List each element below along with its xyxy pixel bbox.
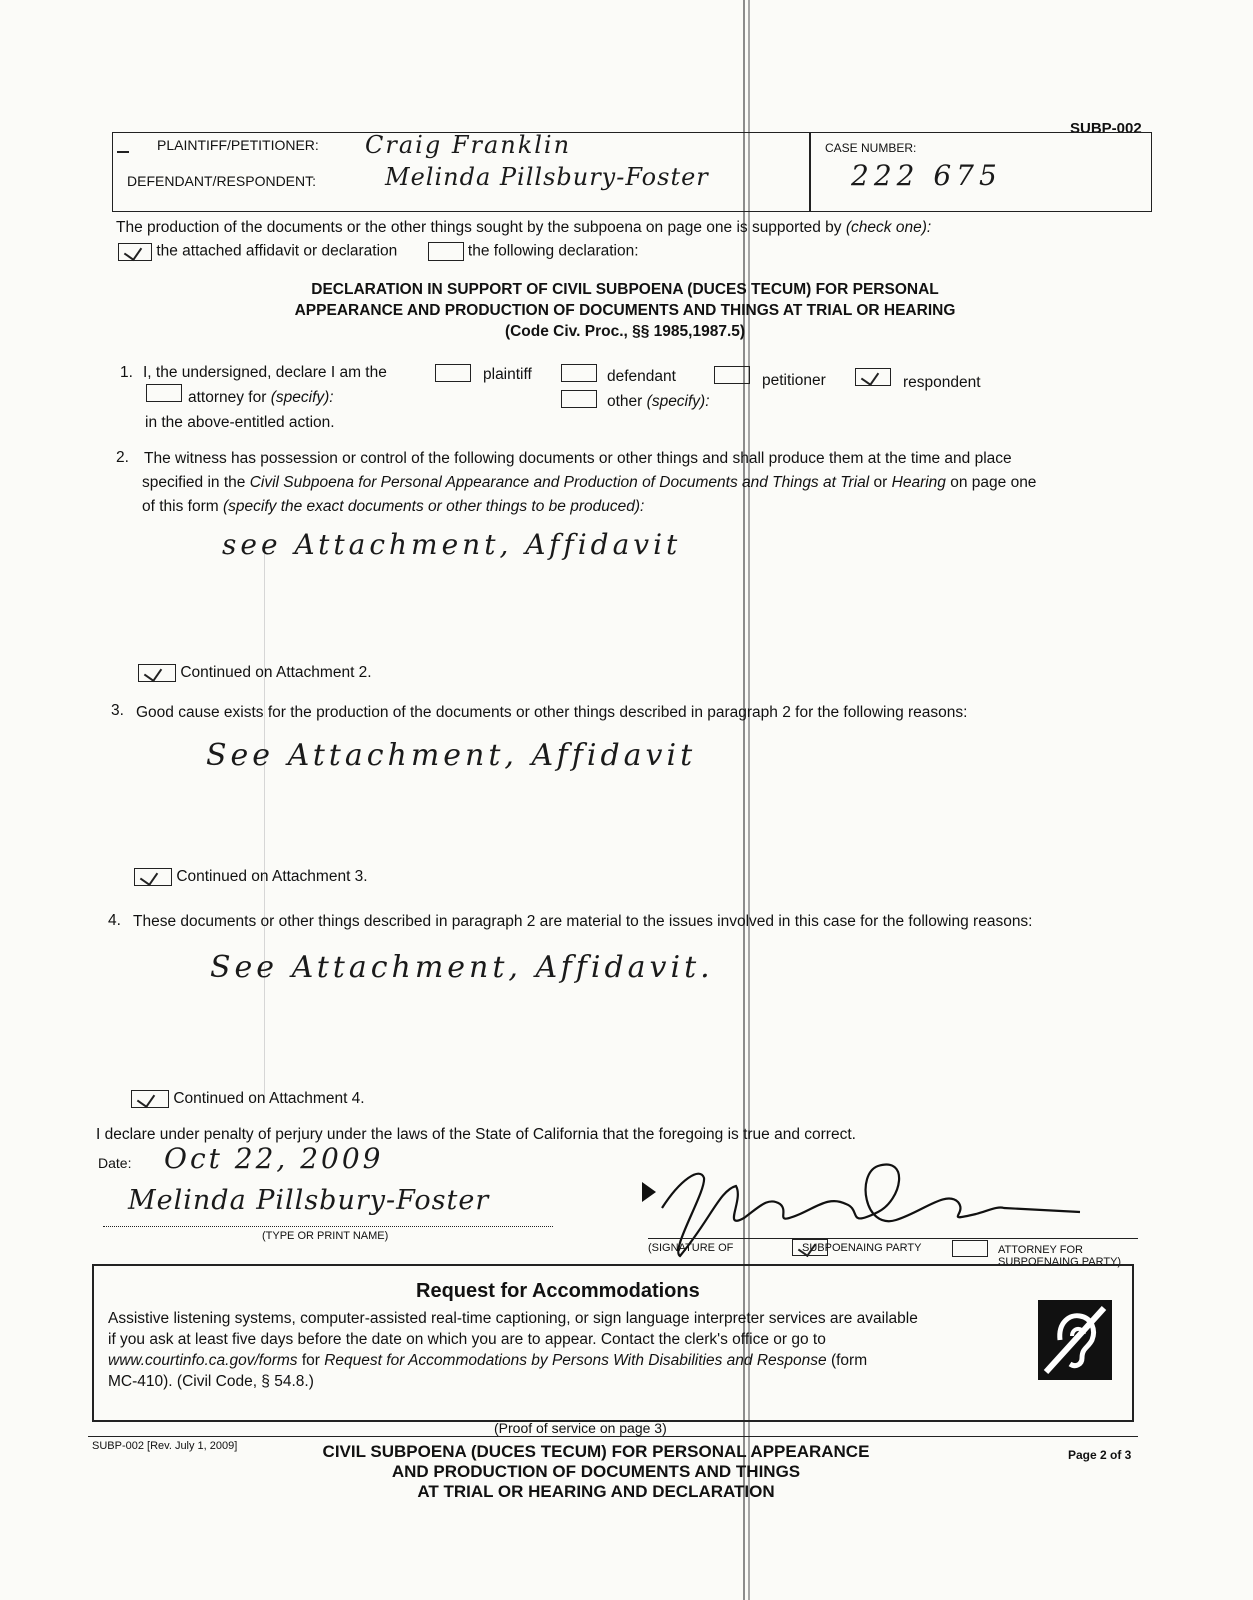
respondent-role-label: respondent <box>903 374 981 391</box>
item3-continued <box>134 868 368 886</box>
attorney-label: attorney for <box>188 389 267 406</box>
defendant-label: DEFENDANT/RESPONDENT: <box>127 173 317 189</box>
intro-line <box>116 219 931 237</box>
courtinfo-link[interactable]: www.courtinfo.ca.gov/forms <box>108 1352 298 1369</box>
caption-divider <box>809 133 811 211</box>
accommodations-text-part: for <box>301 1352 320 1369</box>
date-value: Oct 22, 2009 <box>164 1142 384 1175</box>
attachment4-checkbox[interactable] <box>131 1090 169 1108</box>
accommodations-box <box>92 1264 1134 1422</box>
affidavit-option-label: the attached affidavit or declaration <box>156 242 398 260</box>
item3-number: 3. <box>111 702 124 719</box>
accommodations-line-2: if you ask at least five days before the date on which you are to appear. Contact the clerk's office or go to <box>108 1331 826 1348</box>
attorney-specify: (specify): <box>270 389 334 406</box>
item2-specify: (specify the exact documents or other things to be produced): <box>222 498 645 515</box>
hearing-assistance-icon <box>1038 1300 1112 1380</box>
footer-title-line-3: AT TRIAL OR HEARING AND DECLARATION <box>417 1482 775 1501</box>
scan-line-faint <box>264 540 265 1100</box>
name-dotted-line <box>103 1226 553 1227</box>
footer-title-line-2: AND PRODUCTION OF DOCUMENTS AND THINGS <box>391 1462 801 1481</box>
plaintiff-checkbox[interactable] <box>435 364 471 382</box>
plaintiff-role-label: plaintiff <box>483 366 532 383</box>
intro-options <box>118 242 639 261</box>
attorney-for-checkbox[interactable] <box>952 1240 988 1257</box>
tick-mark <box>117 151 129 153</box>
page-number: Page 2 of 3 <box>1068 1448 1132 1462</box>
intro-text: The production of the documents or the other things sought by the subpoena on page one is supported by <box>116 219 842 236</box>
defendant-value: Melinda Pillsbury-Foster <box>385 163 709 191</box>
attorney-for-line-2: SUBPOENAING PARTY) <box>998 1256 1122 1268</box>
item3-handwritten: See Attachment, Affidavit <box>206 738 697 773</box>
other-label: other <box>607 393 643 410</box>
proof-of-service: (Proof of service on page 3) <box>494 1420 667 1436</box>
attachment2-label: Continued on Attachment 2. <box>180 664 372 682</box>
item3-text: Good cause exists for the production of the documents or other things described in paragraph 2 for the following reasons: <box>136 704 968 721</box>
declaration-checkbox[interactable] <box>428 242 464 261</box>
intro-check-one: (check one): <box>845 219 932 236</box>
accommodations-title: Request for Accommodations <box>416 1280 700 1302</box>
form-id: SUBP-002 <box>1070 120 1142 137</box>
item2-text: specified in the <box>142 474 246 491</box>
item2-line-3 <box>142 498 644 516</box>
accommodations-line-1: Assistive listening systems, computer-assisted real-time captioning, or sign language interpreter services are available <box>108 1310 918 1327</box>
footer-title <box>276 1442 916 1502</box>
printed-name: Melinda Pillsbury-Foster <box>128 1185 490 1216</box>
perjury-declaration: I declare under penalty of perjury under the laws of the State of California that the foregoing is true and correct. <box>96 1126 856 1143</box>
petitioner-role-label: petitioner <box>762 372 826 389</box>
other-checkbox[interactable] <box>561 390 597 408</box>
respondent-checkbox[interactable] <box>855 368 891 386</box>
attorney-for-line-1: ATTORNEY FOR <box>998 1244 1083 1256</box>
petitioner-checkbox[interactable] <box>714 366 750 384</box>
attorney-checkbox[interactable] <box>146 384 182 402</box>
item4-number: 4. <box>108 912 121 929</box>
item2-number: 2. <box>116 449 129 466</box>
accommodations-line-3 <box>108 1350 918 1371</box>
item2-line-1: The witness has possession or control of the following documents or other things and shall produce them at the time and place <box>144 450 1012 467</box>
item1-text: I, the undersigned, declare I am the <box>143 364 387 381</box>
footer-rule <box>88 1436 1138 1437</box>
attachment4-label: Continued on Attachment 4. <box>173 1090 365 1108</box>
affidavit-checkbox[interactable] <box>118 243 152 261</box>
other-specify: (specify): <box>646 393 710 410</box>
item2-text: or <box>873 474 888 491</box>
attorney-line <box>188 389 334 407</box>
accommodations-line-4: MC-410). (Civil Code, § 54.8.) <box>108 1373 314 1390</box>
case-number-value: 222 675 <box>851 159 1002 192</box>
heading-line-3: (Code Civ. Proc., §§ 1985,1987.5) <box>504 323 746 340</box>
defendant-checkbox[interactable] <box>561 364 597 382</box>
plaintiff-label: PLAINTIFF/PETITIONER: <box>157 137 319 153</box>
item2-continued <box>138 664 372 682</box>
date-label: Date: <box>98 1155 132 1171</box>
signature-line <box>648 1238 1138 1239</box>
plaintiff-value: Craig Franklin <box>365 131 572 159</box>
accommodations-text-part: (form <box>830 1352 868 1369</box>
case-number-label: CASE NUMBER: <box>825 141 917 155</box>
name-caption: (TYPE OR PRINT NAME) <box>262 1230 389 1242</box>
item2-text: on page one <box>950 474 1037 491</box>
declaration-option-label: the following declaration: <box>467 242 639 260</box>
item4-continued <box>131 1090 365 1108</box>
accommodations-form-title: Request for Accommodations by Persons With Disabilities and Response <box>324 1352 827 1369</box>
item1-number: 1. <box>120 364 133 381</box>
footer-title-line-1: CIVIL SUBPOENA (DUCES TECUM) FOR PERSONAL APPEARANCE <box>322 1442 870 1461</box>
accommodations-text <box>108 1308 918 1392</box>
subpoenaing-party-label: SUBPOENAING PARTY <box>802 1242 922 1254</box>
item1-action: in the above-entitled action. <box>145 414 335 431</box>
signature-caption: (SIGNATURE OF <box>648 1242 734 1254</box>
item2-subpoena-title: Civil Subpoena for Personal Appearance and Production of Documents and Things at Trial <box>249 474 870 491</box>
attachment3-checkbox[interactable] <box>134 868 172 886</box>
footer-revision: SUBP-002 [Rev. July 1, 2009] <box>92 1440 238 1452</box>
item2-text: of this form <box>142 498 219 515</box>
heading-line-1: DECLARATION IN SUPPORT OF CIVIL SUBPOENA (DUCES TECUM) FOR PERSONAL <box>311 281 939 298</box>
heading-line-2: APPEARANCE AND PRODUCTION OF DOCUMENTS AND THINGS AT TRIAL OR HEARING <box>294 302 956 319</box>
item2-handwritten: see Attachment, Affidavit <box>222 528 682 561</box>
item2-line-2 <box>142 474 1036 492</box>
caption-box <box>112 132 1152 212</box>
other-line <box>607 393 710 411</box>
signature-arrow-icon <box>642 1182 656 1202</box>
item2-hearing: Hearing <box>891 474 946 491</box>
item4-text: These documents or other things described in paragraph 2 are material to the issues involved in this case for the following reasons: <box>133 913 1033 930</box>
attachment2-checkbox[interactable] <box>138 664 176 682</box>
defendant-role-label: defendant <box>607 368 676 385</box>
item4-handwritten: See Attachment, Affidavit. <box>210 950 714 985</box>
declaration-heading <box>190 279 1060 342</box>
attachment3-label: Continued on Attachment 3. <box>176 868 368 886</box>
